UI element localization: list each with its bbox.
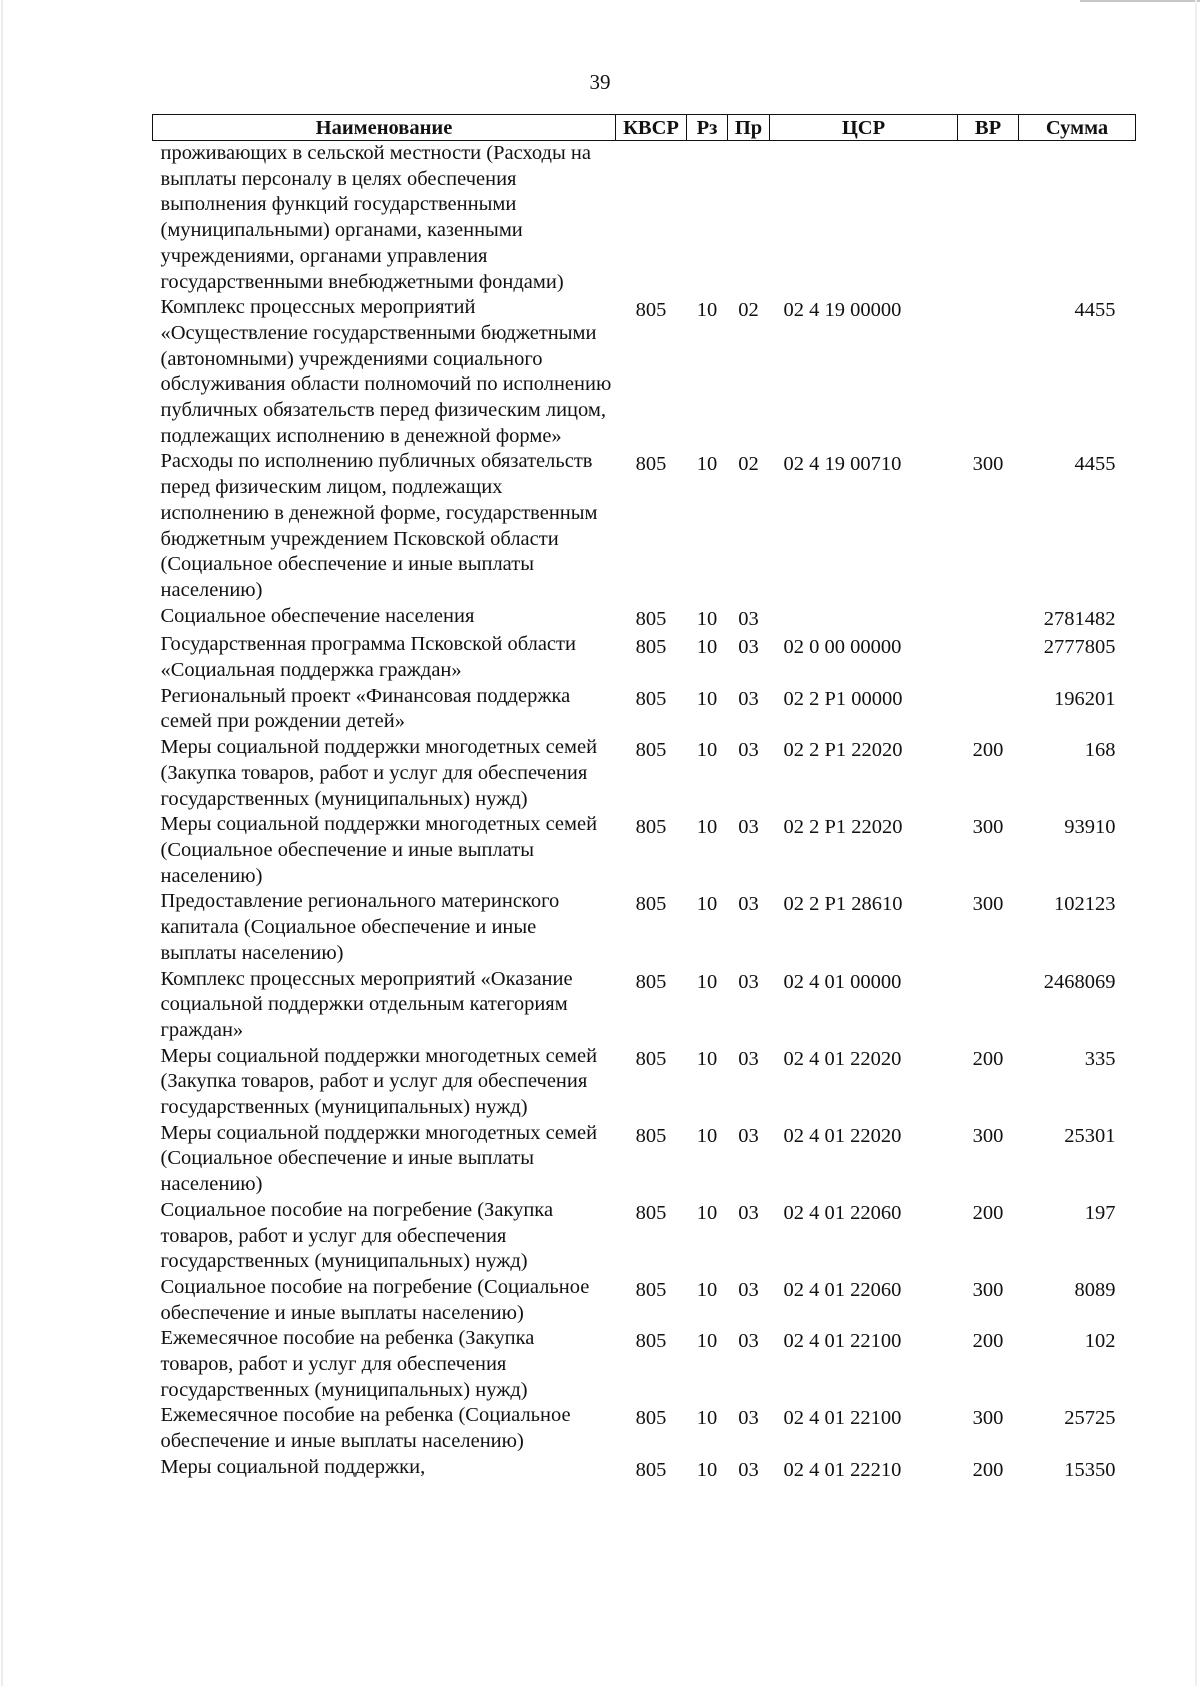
cell-vr: [958, 295, 1019, 449]
table-row: [153, 812, 1136, 889]
cell-csr: 02 0 00 00000: [783, 636, 902, 659]
cell-rz: 10: [696, 299, 718, 322]
cell-rz: 10: [696, 636, 718, 659]
cell-sum: 197: [1084, 1201, 1116, 1224]
table-row: [153, 1403, 1136, 1454]
cell-kvsr: 805: [635, 1047, 667, 1070]
cell-sum: 4455: [1074, 453, 1116, 476]
cell-kvsr: 805: [635, 607, 667, 630]
header-pr: Пр: [728, 115, 770, 141]
cell-kvsr: 805: [635, 1201, 667, 1224]
cell-kvsr: 805: [635, 687, 667, 710]
cell-vr: 300: [972, 453, 1004, 476]
cell-sum: 25725: [1064, 1407, 1116, 1430]
cell-name: Ежемесячное пособие на ребенка (Социальное обеспечение и иные выплаты населению): [160, 1404, 571, 1453]
cell-csr: 02 4 01 22060: [783, 1278, 902, 1301]
cell-csr: 02 4 01 00000: [783, 970, 902, 993]
cell-kvsr: 805: [635, 299, 667, 322]
cell-pr: 03: [738, 636, 759, 659]
cell-name: Меры социальной поддержки,: [160, 1455, 426, 1478]
cell-rz: 10: [696, 1124, 718, 1147]
cell-kvsr: 805: [635, 739, 667, 762]
cell-vr: 200: [972, 1330, 1004, 1353]
table-row: [153, 1275, 1136, 1326]
cell-sum: 335: [1084, 1047, 1116, 1070]
cell-pr: 03: [738, 893, 759, 916]
cell-vr: 300: [972, 1407, 1004, 1430]
cell-pr: 03: [738, 1458, 759, 1481]
cell-vr: 300: [972, 893, 1004, 916]
cell-name: Комплекс процессных мероприятий «Оказание социальной поддержки отдельным категориям граждан»: [160, 967, 573, 1041]
table-row: [153, 604, 1136, 633]
cell-name: Меры социальной поддержки многодетных семей (Закупка товаров, работ и услуг для обеспечения государственных (муниципальных) нужд): [160, 1044, 598, 1119]
table-row: [153, 141, 1136, 296]
table-row: [153, 1198, 1136, 1275]
cell-csr: 02 2 Р1 22020: [783, 816, 903, 839]
cell-rz: 10: [696, 1201, 718, 1224]
cell-pr: 03: [738, 1124, 759, 1147]
cell-rz: 10: [696, 1330, 718, 1353]
cell-pr: 03: [738, 1330, 759, 1353]
cell-name: Ежемесячное пособие на ребенка (Закупка товаров, работ и услуг для обеспечения государственных (муниципальных) нужд): [160, 1327, 535, 1401]
header-sum: Сумма: [1019, 115, 1136, 141]
cell-name: Расходы по исполнению публичных обязательств перед физическим лицом, подлежащих исполнению в денежной форме, государственным бюджетным учреждением Псковской области (Социальное обеспечение и иные выплаты населению): [160, 450, 598, 601]
table-row: [153, 449, 1136, 603]
cell-vr: 200: [972, 1047, 1004, 1070]
table-row: [153, 1455, 1136, 1484]
cell-csr: 02 4 19 00710: [783, 453, 902, 476]
cell-csr: 02 4 01 22100: [783, 1330, 902, 1353]
cell-sum: 25301: [1064, 1124, 1116, 1147]
cell-kvsr: 805: [635, 970, 667, 993]
cell-sum: 4455: [1074, 299, 1116, 322]
cell-pr: 03: [738, 970, 759, 993]
cell-sum: 93910: [1064, 816, 1116, 839]
cell-kvsr: 805: [635, 1330, 667, 1353]
cell-csr: 02 2 Р1 00000: [783, 687, 903, 710]
cell-sum: 196201: [1054, 687, 1116, 710]
cell-pr: 03: [738, 739, 759, 762]
header-name: Наименование: [153, 115, 616, 141]
table-body: [153, 141, 1136, 1484]
page-number: 39: [589, 70, 611, 94]
cell-vr: [958, 684, 1019, 735]
cell-sum: 2468069: [1043, 970, 1116, 993]
cell-csr: [770, 141, 958, 296]
cell-csr: 02 4 01 22210: [783, 1458, 902, 1481]
cell-kvsr: 805: [635, 1407, 667, 1430]
cell-name: Меры социальной поддержки многодетных семей (Социальное обеспечение и иные выплаты населению): [160, 1121, 598, 1196]
cell-kvsr: 805: [635, 1458, 667, 1481]
cell-kvsr: 805: [635, 816, 667, 839]
table-row: [153, 889, 1136, 966]
cell-rz: 10: [696, 739, 718, 762]
cell-rz: 10: [696, 687, 718, 710]
cell-pr: 03: [738, 1201, 759, 1224]
cell-vr: 300: [972, 1124, 1004, 1147]
budget-table: [152, 114, 1136, 1484]
cell-name: Государственная программа Псковской области «Социальная поддержка граждан»: [160, 633, 576, 682]
cell-name: Региональный проект «Финансовая поддержка семей при рождении детей»: [160, 684, 571, 733]
cell-csr: [770, 604, 958, 633]
cell-name: Социальное пособие на погребение (Закупка товаров, работ и услуг для обеспечения государственных (муниципальных) нужд): [160, 1198, 554, 1273]
cell-rz: 10: [696, 1458, 718, 1481]
cell-vr: 300: [972, 1278, 1004, 1301]
cell-csr: 02 2 Р1 28610: [783, 893, 903, 916]
cell-sum: 2781482: [1043, 607, 1116, 630]
cell-sum: 2777805: [1043, 636, 1116, 659]
cell-vr: [958, 967, 1019, 1044]
cell-pr: 03: [738, 607, 759, 630]
table-row: [153, 967, 1136, 1044]
header-row: [153, 115, 1136, 141]
scan-edge-right: [1195, 0, 1197, 1686]
cell-pr: [728, 141, 770, 296]
table-row: [153, 1326, 1136, 1403]
cell-kvsr: 805: [635, 453, 667, 476]
cell-sum: 102123: [1054, 893, 1116, 916]
cell-name: Меры социальной поддержки многодетных семей (Социальное обеспечение и иные выплаты населению): [160, 813, 598, 887]
cell-rz: 10: [696, 893, 718, 916]
cell-name: проживающих в сельской местности (Расходы на выплаты персоналу в целях обеспечения выполнения функций государственными (муниципальными) органами, казенными учреждениями, органами управления государственными внебюджетными фондами): [160, 142, 591, 293]
cell-sum: 8089: [1074, 1278, 1116, 1301]
cell-sum: 168: [1084, 739, 1116, 762]
cell-csr: 02 2 Р1 22020: [783, 739, 903, 762]
scan-edge-left: [1, 0, 3, 1686]
cell-csr: 02 4 19 00000: [783, 299, 902, 322]
cell-name: Предоставление регионального материнского капитала (Социальное обеспечение и иные выплаты населению): [160, 890, 560, 964]
cell-kvsr: [616, 141, 687, 296]
cell-vr: [958, 632, 1019, 683]
header-kvsr: КВСР: [616, 115, 687, 141]
cell-rz: 10: [696, 1407, 718, 1430]
header-rz: Рз: [687, 115, 728, 141]
cell-kvsr: 805: [635, 1124, 667, 1147]
table-row: [153, 684, 1136, 735]
cell-vr: 200: [972, 739, 1004, 762]
cell-csr: 02 4 01 22020: [783, 1124, 902, 1147]
table-row: [153, 1044, 1136, 1121]
cell-rz: 10: [696, 970, 718, 993]
cell-kvsr: 805: [635, 893, 667, 916]
cell-csr: 02 4 01 22020: [783, 1047, 902, 1070]
cell-pr: 03: [738, 816, 759, 839]
cell-pr: 02: [738, 453, 759, 476]
cell-sum: 15350: [1064, 1458, 1116, 1481]
cell-kvsr: 805: [635, 636, 667, 659]
table-row: [153, 735, 1136, 812]
cell-kvsr: 805: [635, 1278, 667, 1301]
table-header: [153, 115, 1136, 141]
cell-name: Меры социальной поддержки многодетных семей (Закупка товаров, работ и услуг для обеспечения государственных (муниципальных) нужд): [160, 736, 598, 810]
cell-rz: 10: [696, 453, 718, 476]
cell-pr: 03: [738, 1047, 759, 1070]
cell-sum: 102: [1084, 1330, 1116, 1353]
cell-rz: 10: [696, 607, 718, 630]
cell-name: Социальное обеспечение населения: [160, 604, 475, 627]
cell-name: Комплекс процессных мероприятий «Осуществление государственными бюджетными (автономными) учреждениями социального обслуживания области полномочий по исполнению публичных обязательств перед физическим лицом, подлежащих исполнению в денежной форме»: [160, 296, 612, 447]
cell-rz: 10: [696, 1047, 718, 1070]
cell-csr: 02 4 01 22060: [783, 1201, 902, 1224]
cell-rz: 10: [696, 1278, 718, 1301]
cell-vr: [958, 604, 1019, 633]
cell-pr: 03: [738, 1278, 759, 1301]
table-row: [153, 632, 1136, 683]
cell-name: Социальное пособие на погребение (Социальное обеспечение и иные выплаты населению): [160, 1275, 590, 1324]
scan-edge-top: [1080, 0, 1200, 2]
cell-pr: 02: [738, 299, 759, 322]
cell-vr: 300: [972, 816, 1004, 839]
cell-rz: [687, 141, 728, 296]
header-vr: ВР: [958, 115, 1019, 141]
cell-csr: 02 4 01 22100: [783, 1407, 902, 1430]
cell-pr: 03: [738, 687, 759, 710]
cell-vr: 200: [972, 1458, 1004, 1481]
cell-pr: 03: [738, 1407, 759, 1430]
cell-vr: [958, 141, 1019, 296]
table-row: [153, 1121, 1136, 1198]
cell-rz: 10: [696, 816, 718, 839]
cell-sum: [1019, 141, 1136, 296]
cell-vr: 200: [972, 1201, 1004, 1224]
table-row: [153, 295, 1136, 449]
header-csr: ЦСР: [770, 115, 958, 141]
